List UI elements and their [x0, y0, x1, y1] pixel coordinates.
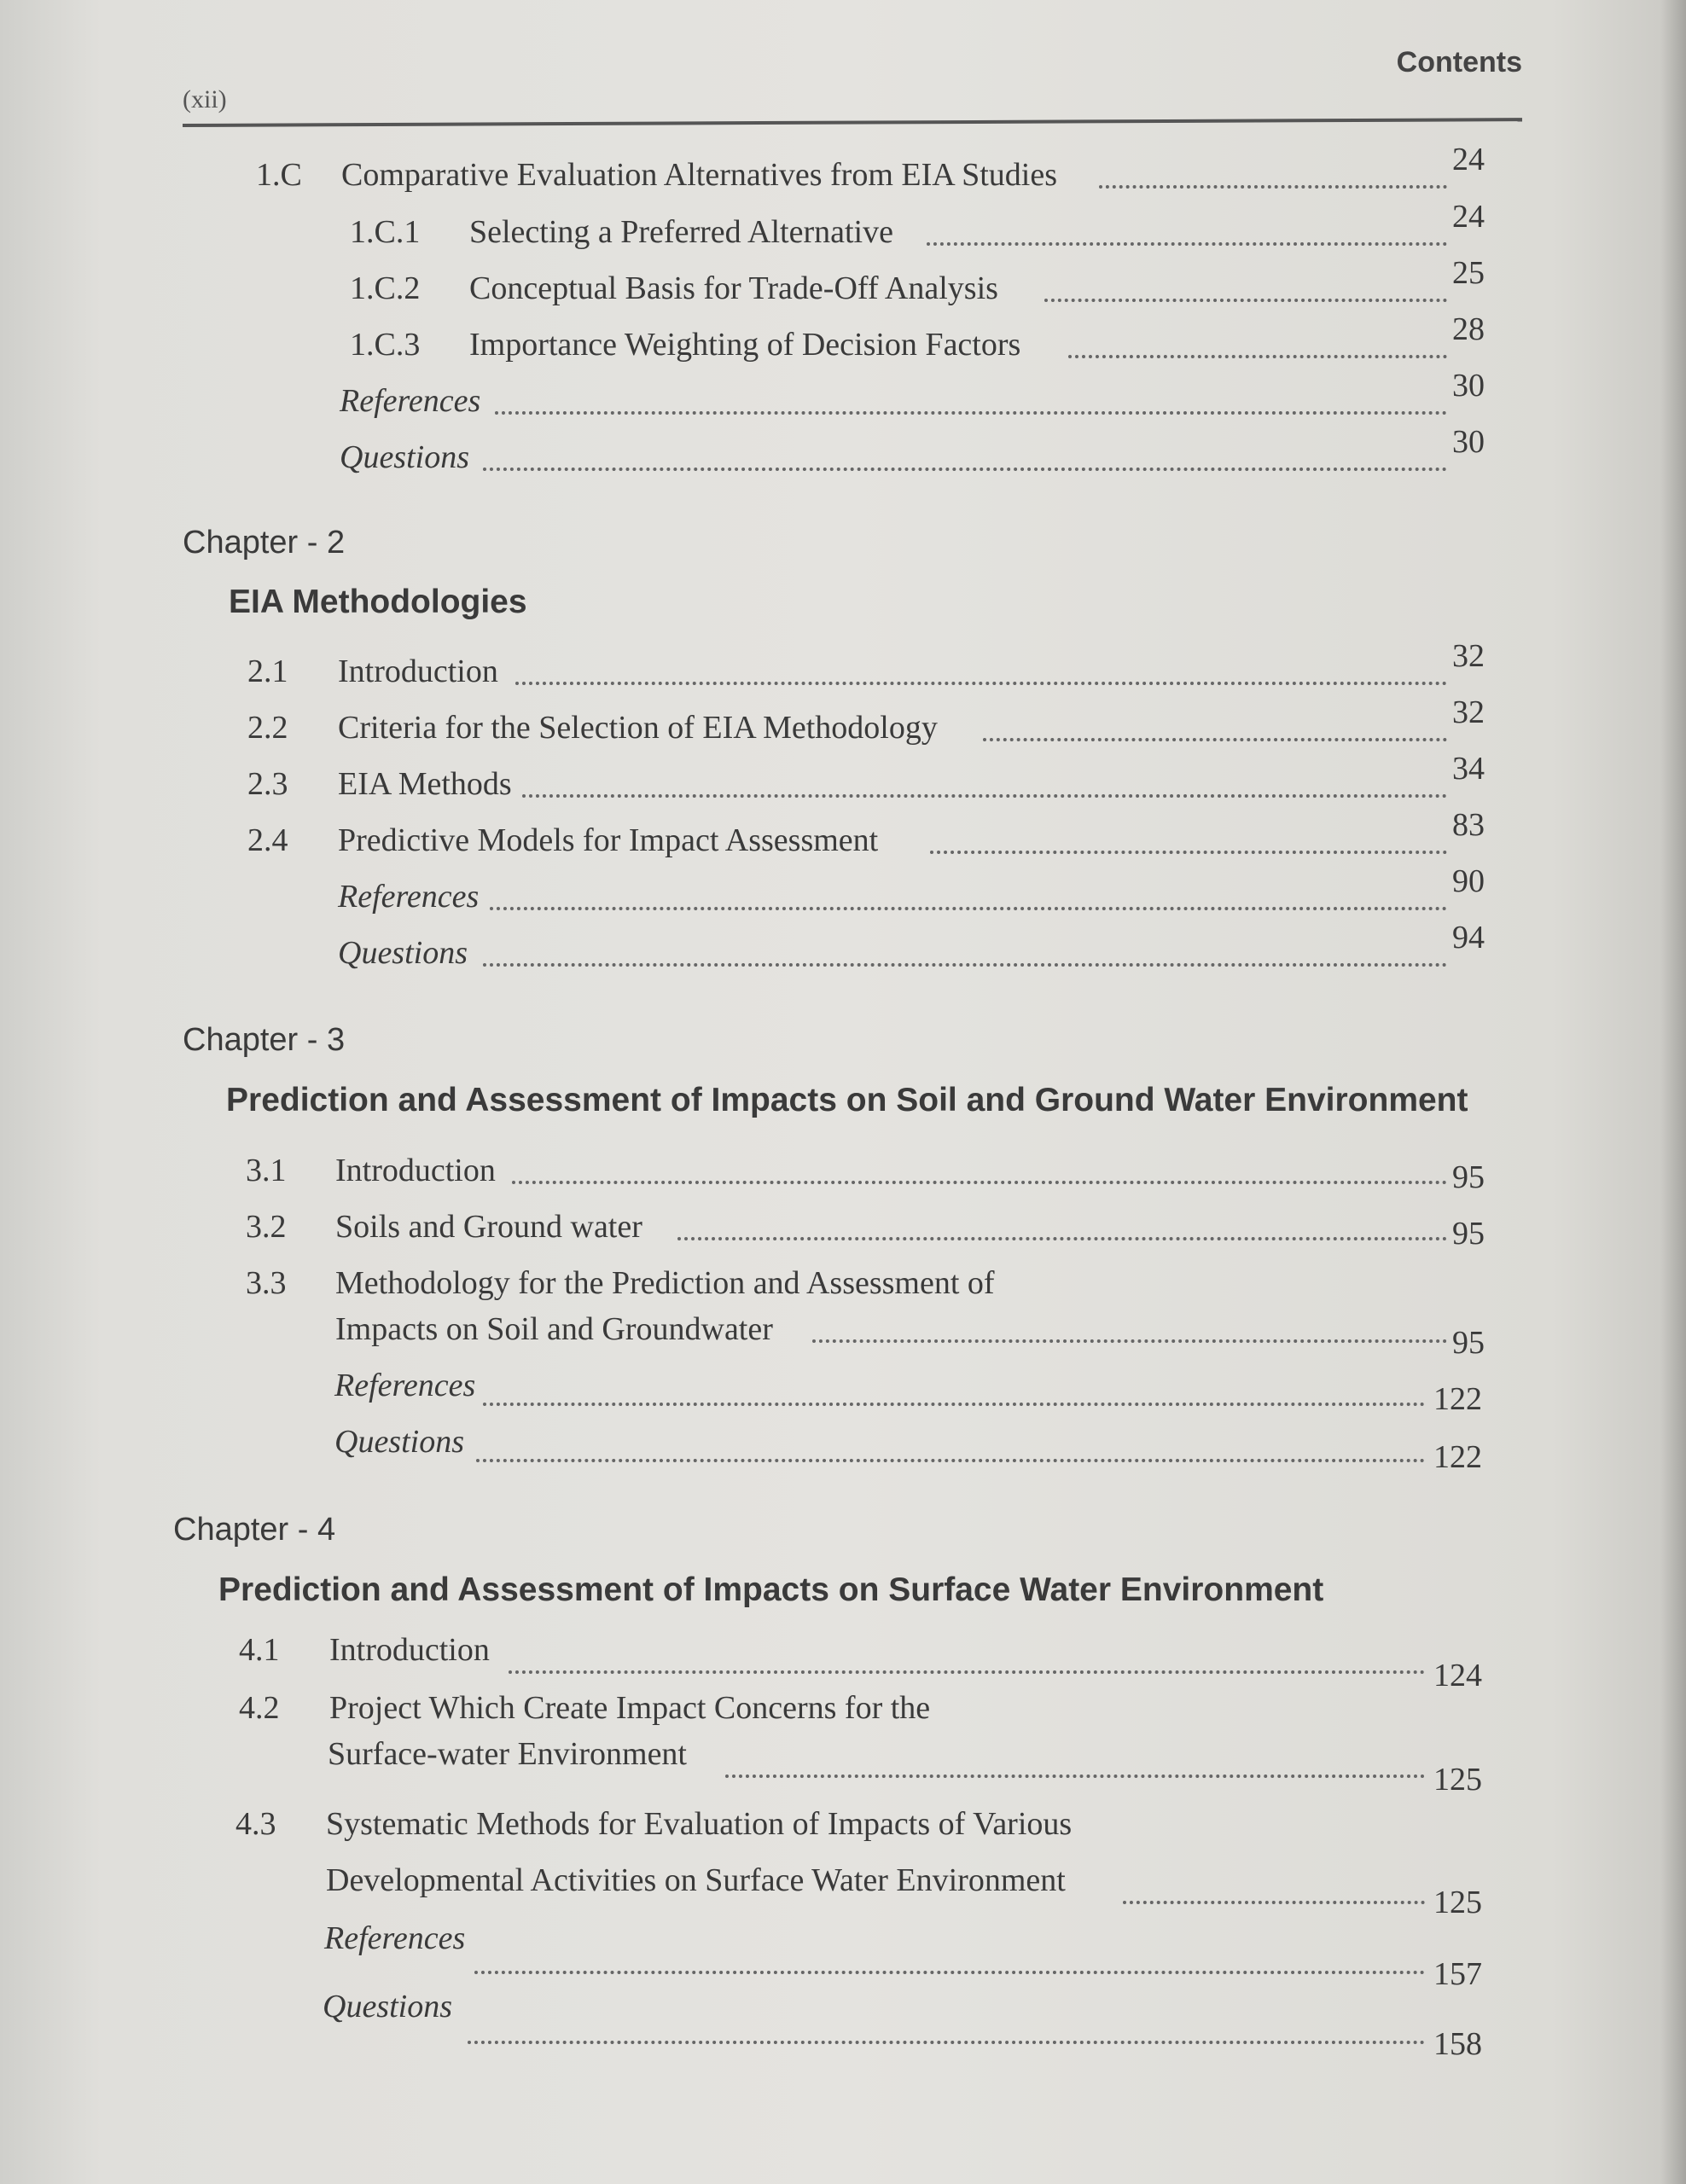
dot-leader: [495, 411, 1447, 415]
toc-entry[interactable]: [0, 751, 1686, 808]
entry-page: 124: [1433, 1658, 1482, 1693]
entry-title: References: [338, 879, 480, 915]
toc-entry[interactable]: [0, 1152, 1686, 1194]
entry-title: Selecting a Preferred Alternative: [469, 214, 893, 250]
entry-title: Questions: [338, 935, 468, 971]
toc-entry[interactable]: [0, 1689, 1686, 1732]
toc-entry-continued[interactable]: [0, 1735, 1686, 1798]
dot-leader: [522, 794, 1447, 798]
toc-entry[interactable]: [0, 920, 1686, 977]
dot-leader: [512, 1181, 1447, 1184]
entry-page: 30: [1452, 424, 1485, 460]
entry-page: 95: [1452, 1159, 1485, 1195]
entry-page: 122: [1433, 1439, 1482, 1475]
entry-title: Questions: [323, 1989, 452, 2024]
chapter-label: Chapter - 4: [173, 1512, 336, 1548]
entry-page: 30: [1452, 368, 1485, 404]
entry-page: 125: [1433, 1762, 1482, 1798]
toc-entry[interactable]: [0, 1920, 1686, 1992]
entry-title: Comparative Evaluation Alternatives from EIA Studies: [341, 157, 1057, 193]
toc-entry[interactable]: [0, 424, 1686, 481]
entry-title: Predictive Models for Impact Assessment: [338, 822, 879, 858]
entry-title: Soils and Ground water: [335, 1209, 642, 1245]
entry-title: EIA Methods: [338, 766, 512, 802]
entry-title: Importance Weighting of Decision Factors: [469, 327, 1021, 363]
dot-leader: [483, 468, 1447, 471]
chapter-title: Prediction and Assessment of Impacts on Soil and Ground Water Environment: [226, 1082, 1468, 1118]
entry-number: 2.2: [247, 710, 288, 746]
dot-leader: [927, 242, 1447, 246]
running-header-contents: Contents: [1396, 46, 1522, 78]
entry-number: 1.C.1: [350, 214, 421, 250]
dot-leader: [483, 963, 1447, 967]
toc-entry[interactable]: [0, 863, 1686, 921]
entry-number: 4.2: [239, 1690, 280, 1726]
entry-page: 122: [1433, 1381, 1482, 1417]
dot-leader: [1044, 299, 1447, 302]
dot-leader: [812, 1339, 1447, 1343]
entry-page: 32: [1452, 694, 1485, 730]
entry-number: 2.1: [247, 653, 288, 689]
dot-leader: [483, 1403, 1425, 1406]
entry-title: Developmental Activities on Surface Water Environment: [326, 1862, 1066, 1898]
entry-page: 34: [1452, 751, 1485, 787]
chapter-label: Chapter - 3: [183, 1022, 346, 1058]
entry-page: 25: [1452, 255, 1485, 291]
entry-page: 158: [1433, 2026, 1482, 2062]
toc-entry[interactable]: [0, 1805, 1686, 1848]
entry-number: 1.C: [256, 157, 302, 193]
entry-title: Impacts on Soil and Groundwater: [335, 1311, 773, 1347]
entry-title: Questions: [334, 1424, 464, 1460]
entry-page: 95: [1452, 1325, 1485, 1361]
entry-page: 32: [1452, 638, 1485, 674]
entry-title: Introduction: [329, 1632, 490, 1668]
entry-title: Introduction: [335, 1153, 496, 1188]
entry-number: 4.3: [235, 1806, 276, 1842]
entry-page: 95: [1452, 1216, 1485, 1252]
dot-leader: [1099, 185, 1447, 189]
entry-page: 28: [1452, 311, 1485, 347]
toc-entry[interactable]: [0, 1988, 1686, 2062]
toc-entry[interactable]: [0, 311, 1686, 369]
dot-leader: [474, 1971, 1425, 1974]
entry-number: 3.1: [246, 1153, 287, 1188]
dot-leader: [490, 907, 1447, 910]
entry-number: 4.1: [239, 1632, 280, 1668]
entry-page: 24: [1452, 142, 1485, 177]
entry-title-line1: Systematic Methods for Evaluation of Impacts of Various: [326, 1806, 1073, 1842]
dot-leader: [677, 1237, 1447, 1240]
toc-entry[interactable]: [0, 1631, 1686, 1693]
entry-title: Conceptual Basis for Trade-Off Analysis: [469, 270, 998, 306]
entry-number: 1.C.2: [350, 270, 421, 306]
toc-entry[interactable]: [0, 807, 1686, 864]
entry-page: 157: [1433, 1956, 1482, 1992]
toc-entry-continued[interactable]: [0, 1310, 1686, 1361]
toc-entry-continued[interactable]: [0, 1862, 1686, 1920]
dot-leader: [725, 1774, 1425, 1778]
entry-number: 2.4: [247, 822, 288, 858]
entry-title: References: [340, 383, 481, 419]
entry-title: Introduction: [338, 653, 498, 689]
toc-entry[interactable]: [0, 1264, 1686, 1307]
entry-title: Questions: [340, 439, 469, 475]
toc-entry[interactable]: [0, 1208, 1686, 1251]
dot-leader: [468, 2041, 1425, 2044]
entry-page: 125: [1433, 1885, 1482, 1920]
entry-title: References: [334, 1368, 476, 1403]
dot-leader: [509, 1670, 1425, 1674]
entry-page: 83: [1452, 807, 1485, 843]
dot-leader: [476, 1459, 1425, 1462]
entry-title-line1: Project Which Create Impact Concerns for the: [329, 1690, 931, 1726]
toc-entry[interactable]: [0, 199, 1686, 256]
header-rule: [183, 118, 1522, 127]
entry-title: Criteria for the Selection of EIA Methodology: [338, 710, 938, 746]
toc-entry[interactable]: [0, 694, 1686, 752]
chapter-title: Prediction and Assessment of Impacts on Surface Water Environment: [218, 1571, 1324, 1608]
entry-page: 24: [1452, 199, 1485, 235]
entry-title-line1: Methodology for the Prediction and Assessment of: [335, 1265, 995, 1301]
toc-entry[interactable]: [0, 638, 1686, 695]
toc-entry[interactable]: [0, 368, 1686, 425]
dot-leader: [515, 682, 1447, 685]
dot-leader: [930, 851, 1447, 854]
dot-leader: [983, 738, 1447, 741]
entry-number: 1.C.3: [350, 327, 421, 363]
dot-leader: [1068, 355, 1447, 358]
entry-number: 3.3: [246, 1265, 287, 1301]
entry-page: 94: [1452, 920, 1485, 956]
toc-entry[interactable]: [0, 255, 1686, 312]
chapter-label: Chapter - 2: [183, 525, 346, 561]
entry-title: Surface-water Environment: [328, 1736, 687, 1772]
entry-page: 90: [1452, 863, 1485, 899]
chapter-title: EIA Methodologies: [229, 584, 527, 620]
toc-entry[interactable]: [0, 1423, 1686, 1475]
entry-title: References: [324, 1920, 466, 1956]
entry-number: 3.2: [246, 1209, 287, 1245]
page-number: (xii): [183, 85, 227, 113]
entry-number: 2.3: [247, 766, 288, 802]
toc-entry[interactable]: [0, 1367, 1686, 1417]
toc-entry[interactable]: [0, 142, 1686, 199]
dot-leader: [1123, 1901, 1425, 1904]
